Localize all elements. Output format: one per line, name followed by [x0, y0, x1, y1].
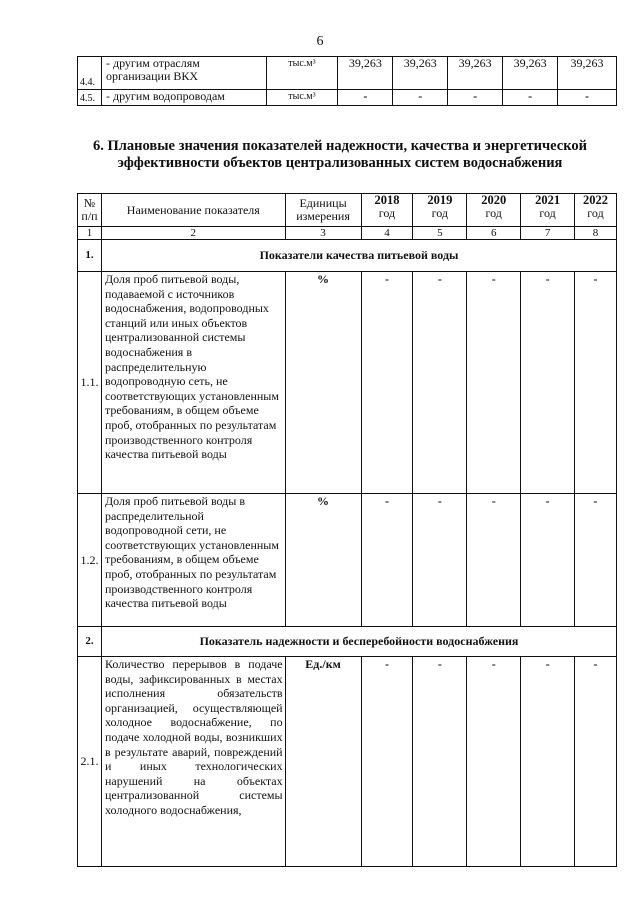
header-name: Наименование показателя: [101, 194, 285, 227]
value-cell: -: [575, 657, 617, 867]
row-unit: тыс.м³: [266, 90, 338, 106]
value-cell: -: [448, 90, 503, 106]
header-row: [78, 194, 617, 227]
value-cell: -: [467, 272, 521, 494]
column-index: 8: [575, 227, 617, 240]
row-number: 4.4.: [78, 57, 102, 90]
section-number: 2.: [78, 627, 102, 657]
value-cell: -: [413, 494, 467, 627]
column-index: 3: [285, 227, 361, 240]
section-row: [78, 627, 617, 657]
column-index: 2: [101, 227, 285, 240]
indicator-name: Количество перерывов в подаче воды, зафиксированных в местах исполнения обязательств организацией, осуществляющей холодное водоснабжение, по подаче холодной воды, возникших в результате аварий, повреждений и иных технологических нарушений на объектах централизованной системы холодного водоснабжения,: [101, 657, 285, 867]
value-cell: -: [467, 494, 521, 627]
column-index: 4: [361, 227, 413, 240]
value-cell: 39,263: [338, 57, 393, 90]
header-year: 2019 год: [413, 194, 467, 227]
column-index: 1: [78, 227, 102, 240]
row-number: 2.1.: [78, 657, 102, 867]
header-year: 2021 год: [521, 194, 575, 227]
header-year: 2018 год: [361, 194, 413, 227]
value-cell: -: [361, 657, 413, 867]
unit-cell: %: [285, 494, 361, 627]
value-cell: 39,263: [393, 57, 448, 90]
value-cell: -: [558, 90, 617, 106]
header-year: 2020 год: [467, 194, 521, 227]
value-cell: -: [575, 272, 617, 494]
indicator-name: Доля проб питьевой воды в распределительной водопроводной сети, не соответствующих установленным требованиям, в общем объеме проб, отобранных по результатам производственного контроля качества питьевой воды: [101, 494, 285, 627]
indicators-table: [77, 193, 617, 867]
value-cell: -: [521, 657, 575, 867]
header-num: № п/п: [78, 194, 102, 227]
value-cell: -: [338, 90, 393, 106]
row-number: 4.5.: [78, 90, 102, 106]
value-cell: -: [521, 272, 575, 494]
row-number: 1.2.: [78, 494, 102, 627]
table-row: [78, 57, 617, 90]
header-unit: Единицы измерения: [285, 194, 361, 227]
section-heading: Показатель надежности и бесперебойности водоснабжения: [101, 627, 616, 657]
value-cell: -: [521, 494, 575, 627]
table-row: [78, 494, 617, 627]
column-index: 7: [521, 227, 575, 240]
value-cell: 39,263: [558, 57, 617, 90]
unit-cell: %: [285, 272, 361, 494]
indicator-name: Доля проб питьевой воды, подаваемой с источников водоснабжения, водопроводных станций или иных объектов централизованной системы водоснабжения в распределительную водопроводную сеть, не соответствующих установленным требованиям, в общем объеме проб, отобранных по результатам производственного контроля качества питьевой воды: [101, 272, 285, 494]
table-row: [78, 272, 617, 494]
column-index: 6: [467, 227, 521, 240]
header-year: 2022 год: [575, 194, 617, 227]
column-index-row: [78, 227, 617, 240]
section-heading: Показатели качества питьевой воды: [101, 240, 616, 272]
table-row: [78, 90, 617, 106]
value-cell: -: [575, 494, 617, 627]
continued-table: [77, 56, 617, 106]
page-number: 6: [316, 34, 324, 49]
column-index: 5: [413, 227, 467, 240]
section-number: 1.: [78, 240, 102, 272]
row-name: - другим отраслям организации ВКХ: [101, 57, 266, 90]
value-cell: -: [413, 272, 467, 494]
section-row: [78, 240, 617, 272]
row-number: 1.1.: [78, 272, 102, 494]
value-cell: 39,263: [448, 57, 503, 90]
value-cell: -: [361, 272, 413, 494]
value-cell: -: [413, 657, 467, 867]
value-cell: -: [393, 90, 448, 106]
value-cell: 39,263: [503, 57, 558, 90]
value-cell: -: [361, 494, 413, 627]
table-row: [78, 657, 617, 867]
section-title: 6. Плановые значения показателей надежности, качества и энергетической эффективности объектов централизованных систем водоснабжения: [93, 138, 587, 171]
value-cell: -: [467, 657, 521, 867]
row-unit: тыс.м³: [266, 57, 338, 90]
row-name: - другим водопроводам: [101, 90, 266, 106]
unit-cell: Ед./км: [285, 657, 361, 867]
value-cell: -: [503, 90, 558, 106]
